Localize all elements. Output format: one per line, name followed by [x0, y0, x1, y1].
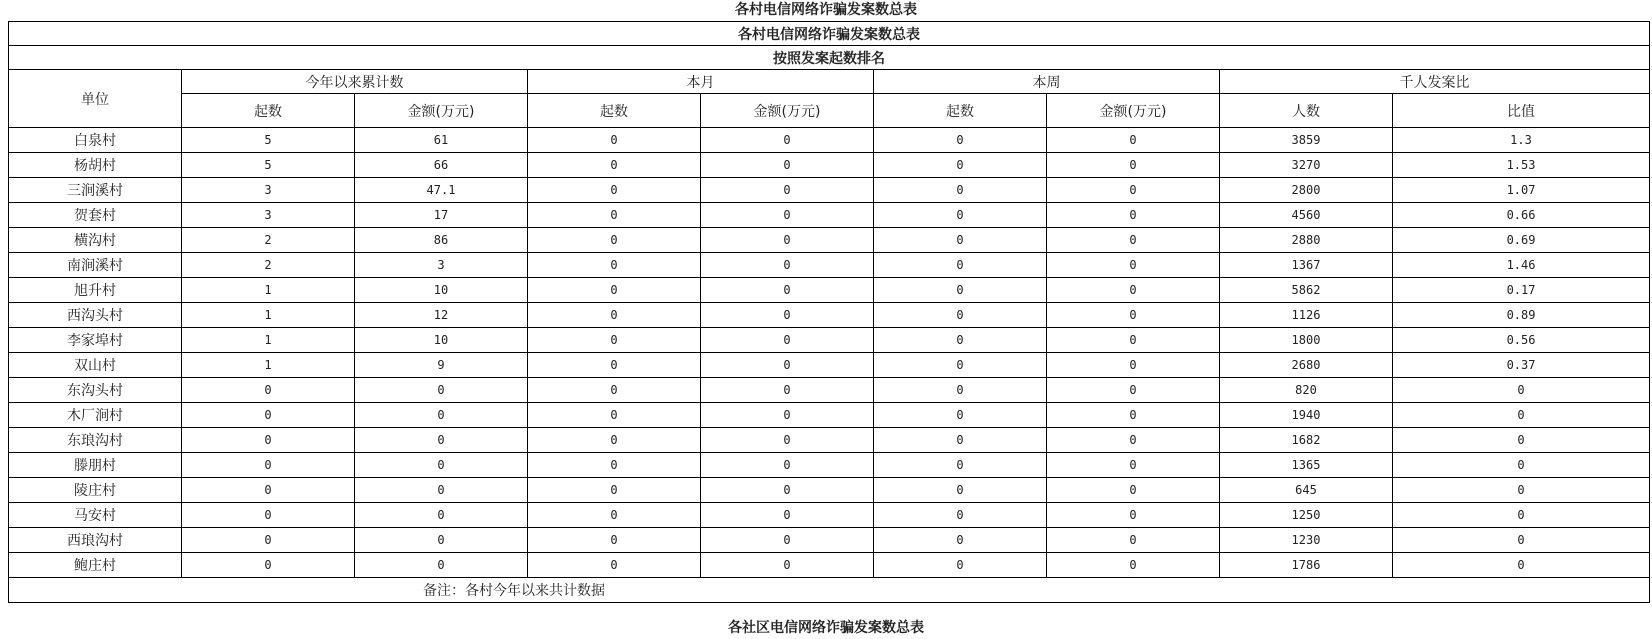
month-cases-cell: 0 — [528, 278, 701, 303]
week-cases-cell: 0 — [874, 553, 1047, 578]
table-row — [9, 128, 1650, 153]
population-cell: 2800 — [1220, 178, 1393, 203]
month-cases-cell: 0 — [528, 478, 701, 503]
ytd-cases-cell: 0 — [182, 428, 355, 453]
week-amount-cell: 0 — [1047, 528, 1220, 553]
week-amount-cell: 0 — [1047, 278, 1220, 303]
village-name-cell: 陵庄村 — [9, 478, 182, 503]
ytd-amount-cell: 0 — [355, 403, 528, 428]
table-row — [9, 253, 1650, 278]
month-amount-cell: 0 — [701, 403, 874, 428]
ratio-cell: 1.46 — [1393, 253, 1650, 278]
week-amount-cell: 0 — [1047, 203, 1220, 228]
week-amount-cell: 0 — [1047, 253, 1220, 278]
village-name-cell: 三涧溪村 — [9, 178, 182, 203]
month-amount-cell: 0 — [701, 478, 874, 503]
ytd-amount-cell: 61 — [355, 128, 528, 153]
population-cell: 1800 — [1220, 328, 1393, 353]
ytd-amount-cell: 66 — [355, 153, 528, 178]
ytd-amount-cell: 9 — [355, 353, 528, 378]
ratio-cell: 0 — [1393, 503, 1650, 528]
header-unit: 单位 — [9, 70, 182, 128]
ratio-cell: 0.17 — [1393, 278, 1650, 303]
ytd-cases-cell: 1 — [182, 278, 355, 303]
subheader-ytd-amount: 金额(万元) — [355, 94, 528, 128]
week-amount-cell: 0 — [1047, 128, 1220, 153]
week-amount-cell: 0 — [1047, 178, 1220, 203]
table-subtitle: 按照发案起数排名 — [9, 46, 1650, 70]
population-cell: 2680 — [1220, 353, 1393, 378]
month-amount-cell: 0 — [701, 503, 874, 528]
table-row — [9, 328, 1650, 353]
week-cases-cell: 0 — [874, 378, 1047, 403]
table-row — [9, 303, 1650, 328]
table-row — [9, 428, 1650, 453]
population-cell: 1682 — [1220, 428, 1393, 453]
month-cases-cell: 0 — [528, 328, 701, 353]
month-cases-cell: 0 — [528, 378, 701, 403]
month-cases-cell: 0 — [528, 528, 701, 553]
table-note-cell — [9, 578, 1650, 603]
week-amount-cell: 0 — [1047, 403, 1220, 428]
table-row — [9, 353, 1650, 378]
table-row — [9, 453, 1650, 478]
week-cases-cell: 0 — [874, 128, 1047, 153]
month-amount-cell: 0 — [701, 128, 874, 153]
ytd-amount-cell: 17 — [355, 203, 528, 228]
month-amount-cell: 0 — [701, 178, 874, 203]
ytd-cases-cell: 0 — [182, 378, 355, 403]
table-row — [9, 528, 1650, 553]
ytd-amount-cell: 10 — [355, 278, 528, 303]
ytd-cases-cell: 0 — [182, 403, 355, 428]
header-group-ytd: 今年以来累计数 — [182, 70, 528, 94]
village-name-cell: 李家埠村 — [9, 328, 182, 353]
table-row — [9, 178, 1650, 203]
ytd-amount-cell: 0 — [355, 503, 528, 528]
subheader-population: 人数 — [1220, 94, 1393, 128]
ytd-cases-cell: 2 — [182, 253, 355, 278]
month-cases-cell: 0 — [528, 178, 701, 203]
subheader-month-amount: 金额(万元) — [701, 94, 874, 128]
population-cell: 1250 — [1220, 503, 1393, 528]
month-cases-cell: 0 — [528, 153, 701, 178]
header-group-week: 本周 — [874, 70, 1220, 94]
table-row — [9, 403, 1650, 428]
village-name-cell: 木厂涧村 — [9, 403, 182, 428]
population-cell: 3859 — [1220, 128, 1393, 153]
month-cases-cell: 0 — [528, 428, 701, 453]
ratio-cell: 1.3 — [1393, 128, 1650, 153]
population-cell: 1230 — [1220, 528, 1393, 553]
month-cases-cell: 0 — [528, 353, 701, 378]
week-cases-cell: 0 — [874, 253, 1047, 278]
ytd-cases-cell: 5 — [182, 128, 355, 153]
week-amount-cell: 0 — [1047, 353, 1220, 378]
month-amount-cell: 0 — [701, 428, 874, 453]
village-name-cell: 鲍庄村 — [9, 553, 182, 578]
month-amount-cell: 0 — [701, 353, 874, 378]
ytd-amount-cell: 12 — [355, 303, 528, 328]
village-name-cell: 西琅沟村 — [9, 528, 182, 553]
population-cell: 1940 — [1220, 403, 1393, 428]
week-amount-cell: 0 — [1047, 378, 1220, 403]
week-cases-cell: 0 — [874, 228, 1047, 253]
week-amount-cell: 0 — [1047, 303, 1220, 328]
village-name-cell: 横沟村 — [9, 228, 182, 253]
week-amount-cell: 0 — [1047, 328, 1220, 353]
ytd-amount-cell: 3 — [355, 253, 528, 278]
ratio-cell: 0.89 — [1393, 303, 1650, 328]
table-row — [9, 228, 1650, 253]
week-cases-cell: 0 — [874, 178, 1047, 203]
ytd-amount-cell: 10 — [355, 328, 528, 353]
month-amount-cell: 0 — [701, 553, 874, 578]
ratio-cell: 1.53 — [1393, 153, 1650, 178]
month-cases-cell: 0 — [528, 203, 701, 228]
ytd-cases-cell: 0 — [182, 503, 355, 528]
ratio-cell: 0.37 — [1393, 353, 1650, 378]
month-cases-cell: 0 — [528, 253, 701, 278]
subheader-ratio: 比值 — [1393, 94, 1650, 128]
week-cases-cell: 0 — [874, 403, 1047, 428]
ytd-cases-cell: 1 — [182, 303, 355, 328]
population-cell: 1786 — [1220, 553, 1393, 578]
next-section-title: 各社区电信网络诈骗发案数总表 — [728, 620, 924, 636]
page-title: 各村电信网络诈骗发案数总表 — [735, 2, 917, 18]
ratio-cell: 0.66 — [1393, 203, 1650, 228]
week-amount-cell: 0 — [1047, 478, 1220, 503]
table-row — [9, 378, 1650, 403]
village-name-cell: 杨胡村 — [9, 153, 182, 178]
ratio-cell: 0 — [1393, 453, 1650, 478]
week-cases-cell: 0 — [874, 528, 1047, 553]
month-amount-cell: 0 — [701, 528, 874, 553]
ytd-cases-cell: 0 — [182, 478, 355, 503]
table-title: 各村电信网络诈骗发案数总表 — [9, 22, 1650, 46]
table-note: 备注：各村今年以来共计数据 — [423, 583, 605, 599]
ytd-amount-cell: 0 — [355, 428, 528, 453]
week-amount-cell: 0 — [1047, 228, 1220, 253]
table-row — [9, 503, 1650, 528]
ytd-cases-cell: 3 — [182, 178, 355, 203]
week-amount-cell: 0 — [1047, 428, 1220, 453]
month-amount-cell: 0 — [701, 378, 874, 403]
month-amount-cell: 0 — [701, 303, 874, 328]
village-name-cell: 南涧溪村 — [9, 253, 182, 278]
week-amount-cell: 0 — [1047, 153, 1220, 178]
ytd-amount-cell: 0 — [355, 528, 528, 553]
population-cell: 2880 — [1220, 228, 1393, 253]
header-group-per-thousand: 千人发案比 — [1220, 70, 1650, 94]
month-cases-cell: 0 — [528, 303, 701, 328]
month-cases-cell: 0 — [528, 128, 701, 153]
village-name-cell: 双山村 — [9, 353, 182, 378]
subheader-week-amount: 金额(万元) — [1047, 94, 1220, 128]
ratio-cell: 0.69 — [1393, 228, 1650, 253]
village-name-cell: 贺套村 — [9, 203, 182, 228]
month-amount-cell: 0 — [701, 153, 874, 178]
ytd-amount-cell: 86 — [355, 228, 528, 253]
week-cases-cell: 0 — [874, 453, 1047, 478]
village-name-cell: 马安村 — [9, 503, 182, 528]
month-amount-cell: 0 — [701, 253, 874, 278]
ratio-cell: 0 — [1393, 378, 1650, 403]
population-cell: 645 — [1220, 478, 1393, 503]
village-name-cell: 白泉村 — [9, 128, 182, 153]
village-fraud-report-table — [8, 21, 1650, 603]
month-amount-cell: 0 — [701, 278, 874, 303]
ratio-cell: 0.56 — [1393, 328, 1650, 353]
ratio-cell: 0 — [1393, 528, 1650, 553]
ytd-cases-cell: 1 — [182, 353, 355, 378]
population-cell: 5862 — [1220, 278, 1393, 303]
week-cases-cell: 0 — [874, 328, 1047, 353]
month-cases-cell: 0 — [528, 503, 701, 528]
table-row — [9, 553, 1650, 578]
ytd-cases-cell: 0 — [182, 553, 355, 578]
village-name-cell: 旭升村 — [9, 278, 182, 303]
subheader-ytd-cases: 起数 — [182, 94, 355, 128]
month-cases-cell: 0 — [528, 453, 701, 478]
ytd-cases-cell: 2 — [182, 228, 355, 253]
population-cell: 1367 — [1220, 253, 1393, 278]
ytd-amount-cell: 0 — [355, 453, 528, 478]
month-cases-cell: 0 — [528, 403, 701, 428]
population-cell: 1126 — [1220, 303, 1393, 328]
month-amount-cell: 0 — [701, 228, 874, 253]
ratio-cell: 1.07 — [1393, 178, 1650, 203]
population-cell: 4560 — [1220, 203, 1393, 228]
week-amount-cell: 0 — [1047, 503, 1220, 528]
ytd-cases-cell: 1 — [182, 328, 355, 353]
village-name-cell: 滕朋村 — [9, 453, 182, 478]
ytd-cases-cell: 5 — [182, 153, 355, 178]
village-name-cell: 东琅沟村 — [9, 428, 182, 453]
village-name-cell: 西沟头村 — [9, 303, 182, 328]
month-cases-cell: 0 — [528, 228, 701, 253]
week-cases-cell: 0 — [874, 303, 1047, 328]
month-amount-cell: 0 — [701, 453, 874, 478]
week-amount-cell: 0 — [1047, 453, 1220, 478]
month-amount-cell: 0 — [701, 203, 874, 228]
village-name-cell: 东沟头村 — [9, 378, 182, 403]
month-cases-cell: 0 — [528, 553, 701, 578]
ytd-cases-cell: 0 — [182, 453, 355, 478]
week-cases-cell: 0 — [874, 153, 1047, 178]
week-cases-cell: 0 — [874, 503, 1047, 528]
table-row — [9, 203, 1650, 228]
ytd-amount-cell: 47.1 — [355, 178, 528, 203]
subheader-month-cases: 起数 — [528, 94, 701, 128]
table-row — [9, 153, 1650, 178]
table-row — [9, 278, 1650, 303]
table-row — [9, 478, 1650, 503]
ytd-amount-cell: 0 — [355, 478, 528, 503]
population-cell: 1365 — [1220, 453, 1393, 478]
week-cases-cell: 0 — [874, 428, 1047, 453]
ytd-cases-cell: 0 — [182, 528, 355, 553]
population-cell: 3270 — [1220, 153, 1393, 178]
ratio-cell: 0 — [1393, 403, 1650, 428]
subheader-week-cases: 起数 — [874, 94, 1047, 128]
week-amount-cell: 0 — [1047, 553, 1220, 578]
header-group-month: 本月 — [528, 70, 874, 94]
week-cases-cell: 0 — [874, 353, 1047, 378]
ratio-cell: 0 — [1393, 478, 1650, 503]
ytd-amount-cell: 0 — [355, 553, 528, 578]
month-amount-cell: 0 — [701, 328, 874, 353]
population-cell: 820 — [1220, 378, 1393, 403]
week-cases-cell: 0 — [874, 478, 1047, 503]
week-cases-cell: 0 — [874, 278, 1047, 303]
ratio-cell: 0 — [1393, 428, 1650, 453]
ytd-amount-cell: 0 — [355, 378, 528, 403]
ratio-cell: 0 — [1393, 553, 1650, 578]
ytd-cases-cell: 3 — [182, 203, 355, 228]
week-cases-cell: 0 — [874, 203, 1047, 228]
